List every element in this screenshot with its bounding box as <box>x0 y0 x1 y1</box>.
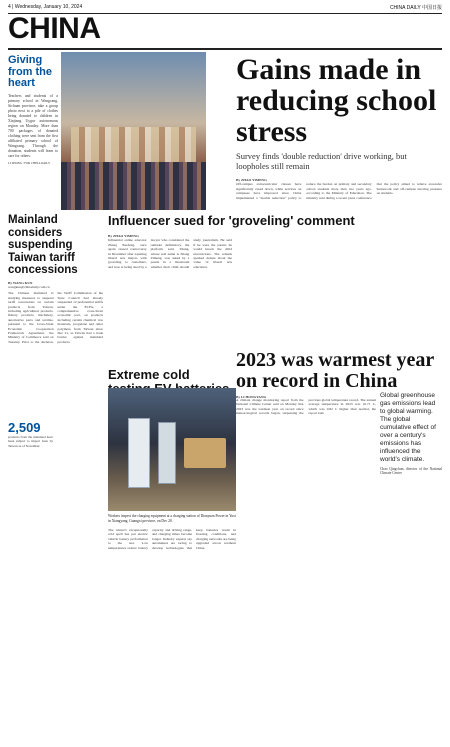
mainland-email: wangkun@chinadaily.com.cn <box>8 284 50 289</box>
influencer-story <box>108 234 232 366</box>
quote-text: Global greenhouse gas emissions lead to global warming. The global cumulative effect of over a century's emissions has influenced the world's climate. <box>380 392 436 463</box>
giving-body: Teachers and students of a primary school in Wangcang, Sichuan province, take a group photo next to a pile of clothes being donated to children in Xinjiang Uygur autonomous region on Monday. More than 700 packages of donated clothing were sent from the first affiliated primary school of Wangcang. Through the donation, students will learn to care for others. <box>8 93 58 158</box>
warmest-body: A climate change monitoring report from the National Climate Center said on Monday that 2023 was the warmest year on record since meteorological records began, surpassing the previous global temperature record. The annual average temperature in 2023 was 10.71 C, which was 0.82 C higher than normal, the report said. <box>236 398 376 416</box>
influencer-body: Influential online educator Zhang Xuefeng, once again caused controversy in December after equating liberal arts majors with groveling to customers, and now is being sued by a lawyer who considered the remarks defamatory, the platform said. Zhang, whose real name is Zhang Zimeng, was asked by a parent in a livestream whether their child should study journalism. He said if he were the parent, he would knock the child unconscious. The remark sparked debate about the value of liberal arts education. <box>108 238 232 269</box>
giving-headline: Giving from the heart <box>8 54 52 89</box>
testing-body-wrap <box>108 528 236 738</box>
giving-photo <box>61 52 206 210</box>
testing-body: The winter's exceptionally cold spell has put electric vehicle battery performance to the test. Low temperatures reduce battery capacity and driving range, and charging times become longer. Industry experts say automakers are racing to develop technologies that keep batteries warm in freezing conditions, and charging networks are being upgraded across northern China. <box>108 528 236 550</box>
warmest-headline: 2023 was warmest year on record in China <box>236 349 434 392</box>
stat-value: 2,509 <box>8 420 41 435</box>
giving-story <box>8 55 58 165</box>
section-title: CHINA <box>8 12 101 45</box>
testing-photo <box>108 388 236 511</box>
influencer-headline-wrap <box>108 214 418 228</box>
gains-deck: Survey finds 'double reduction' drive working, but loopholes still remain <box>236 151 407 171</box>
mainland-byline: By WANG KUN <box>8 280 33 285</box>
quote-author: Chao Qingchun, director of the National Climate Center <box>380 467 442 476</box>
influencer-byline: By ZHAO YIMENG <box>108 234 139 238</box>
masthead: CHINA DAILY 中国日报 <box>389 5 442 11</box>
page-date: 4 | Wednesday, January 10, 2024 <box>8 4 83 10</box>
gains-body: Off-campus extracurricular classes have significantly eased down, while services on campuses have improved since China implemented a "double reduction" policy to reduce the burden on primary and secondary school students more than two years ago, according to the Ministry of Education. The ministry said during a recent press conference that the policy aimed to relieve excessive homework and off-campus tutoring pressure on students. <box>236 182 442 200</box>
testing-headline: Extreme cold <box>108 367 190 382</box>
mainland-headline: Mainland considers suspending Taiwan tariff concessions <box>8 214 78 276</box>
giving-credit: LI ZHONG / FOR CHINA DAILY <box>8 160 51 165</box>
gains-headline: Gains made in reducing school stress <box>236 53 437 148</box>
gains-body-wrap <box>236 178 442 340</box>
section-rule <box>8 48 442 50</box>
testing-photo-caption: Workers inspect the charging equipment at a charging station of Dianyuan Power in Yuxi in Xiangyang, Guangxi province, on Dec 20. <box>108 514 236 523</box>
testing-caption-wrap <box>108 514 236 523</box>
mainland-stat <box>8 420 53 448</box>
gains-story <box>236 54 442 171</box>
warmest-body-wrap <box>236 398 376 738</box>
mainland-story <box>8 214 103 736</box>
mainland-body: The Chinese mainland is studying measures to suspend tariff concessions on certain products from Taiwan, including agricultural products, fishery products, machinery, automotive parts and textiles, pursuant to the Cross-Strait Economic Cooperation Framework Agreement, the Ministry of Commerce said on Tuesday. Prior to the decision, the Tariff Commission of the State Council had already suspended 12 preferential tariffs under the ECFA, a comprehensive cross-Strait economic pact, on products including certain chemical raw materials, propylene and other polymers, from Taiwan since Dec 21, as Taiwan had a trade barrier against mainland products. <box>8 291 103 344</box>
gains-byline: By ZHAO YIMENG <box>236 178 267 182</box>
influencer-headline: Influencer sued for 'groveling' comment <box>108 213 355 228</box>
warmest-byline: By LI HONGYANG <box>236 395 267 399</box>
pull-quote <box>380 392 442 476</box>
stat-caption: products from the mainland have been subject to import bans by Taiwan as of November. <box>8 435 53 448</box>
